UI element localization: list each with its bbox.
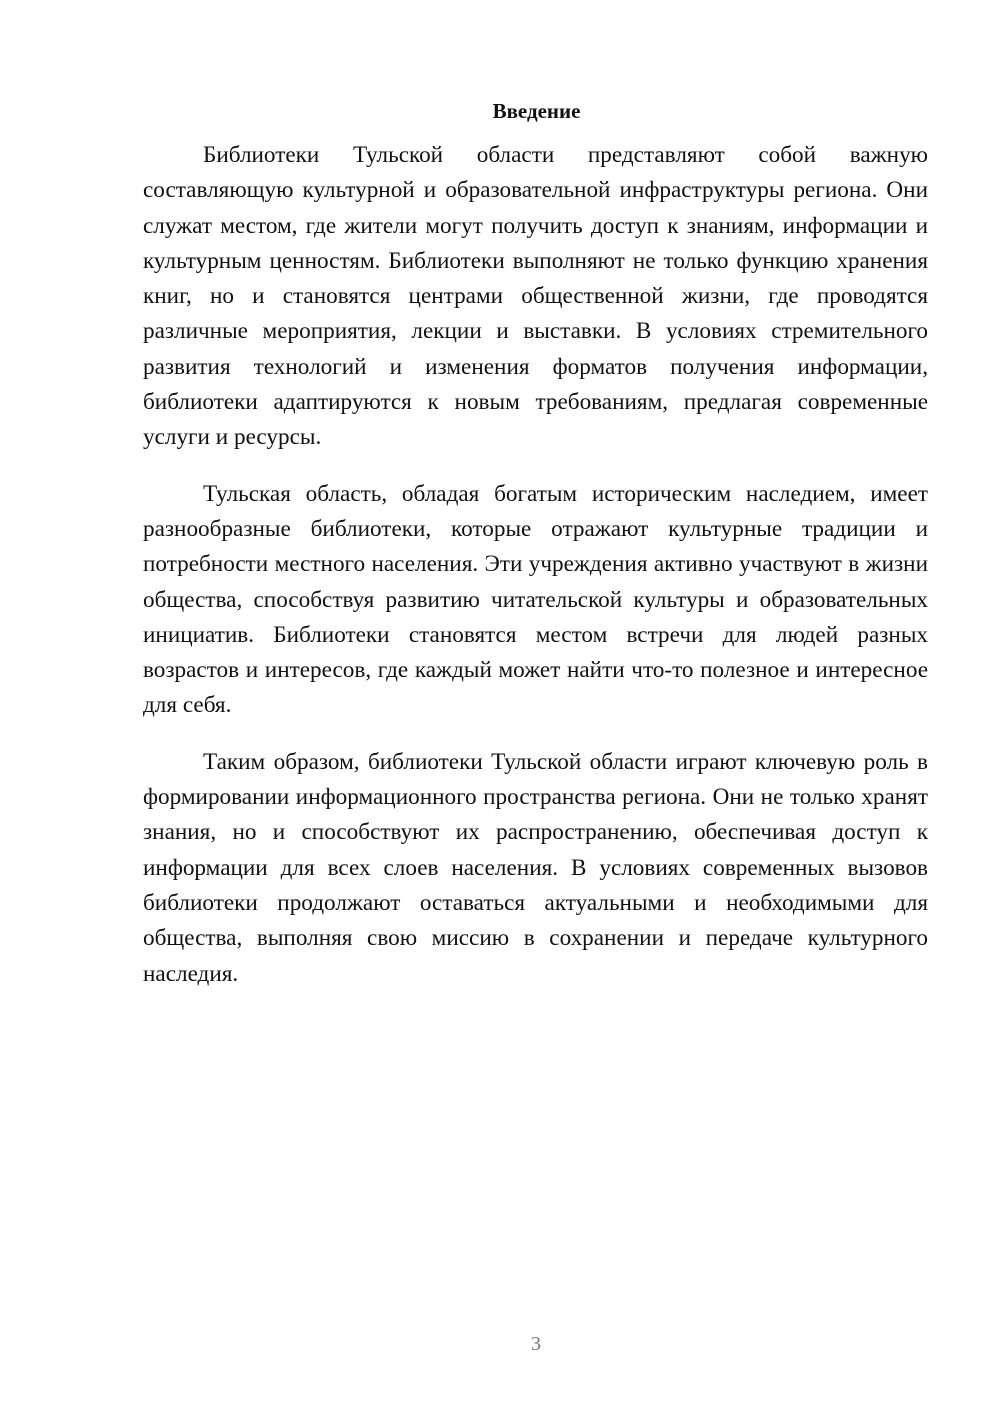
page-number: 3 xyxy=(531,1333,541,1355)
paragraph-1: Библиотеки Тульской области представляют собой важную составляющую культурной и образовательной инфраструктуры региона. Они служат местом, где жители могут получить доступ к знаниям, информации и культурным ценностям. Библиотеки выполняют не только функцию хранения книг, но и становятся центрами общественной жизни, где проводятся различные мероприятия, лекции и выставки. В условиях стремительного развития технологий и изменения форматов получения информации, библиотеки адаптируются к новым требованиям, предлагая современные услуги и ресурсы. xyxy=(143,142,928,451)
paragraph-2: Тульская область, обладая богатым историческим наследием, имеет разнообразные библиотеки, которые отражают культурные традиции и потребности местного населения. Эти учреждения активно участвуют в жизни общества, способствуя развитию читательской культуры и образовательных инициатив. Библиотеки становятся местом встречи для людей разных возрастов и интересов, где каждый может найти что-то полезное и интересное для себя. xyxy=(143,480,928,719)
document-body xyxy=(143,96,928,1013)
section-title: Введение xyxy=(492,99,581,123)
paragraph-3: Таким образом, библиотеки Тульской области играют ключевую роль в формировании информационного пространства региона. Они не только хранят знания, но и способствуют их распространению, обеспечивая доступ к информации для всех слоев населения. В условиях современных вызовов библиотеки продолжают оставаться актуальными и необходимыми для общества, выполняя свою миссию в сохранении и передаче культурного наследия. xyxy=(143,748,928,987)
